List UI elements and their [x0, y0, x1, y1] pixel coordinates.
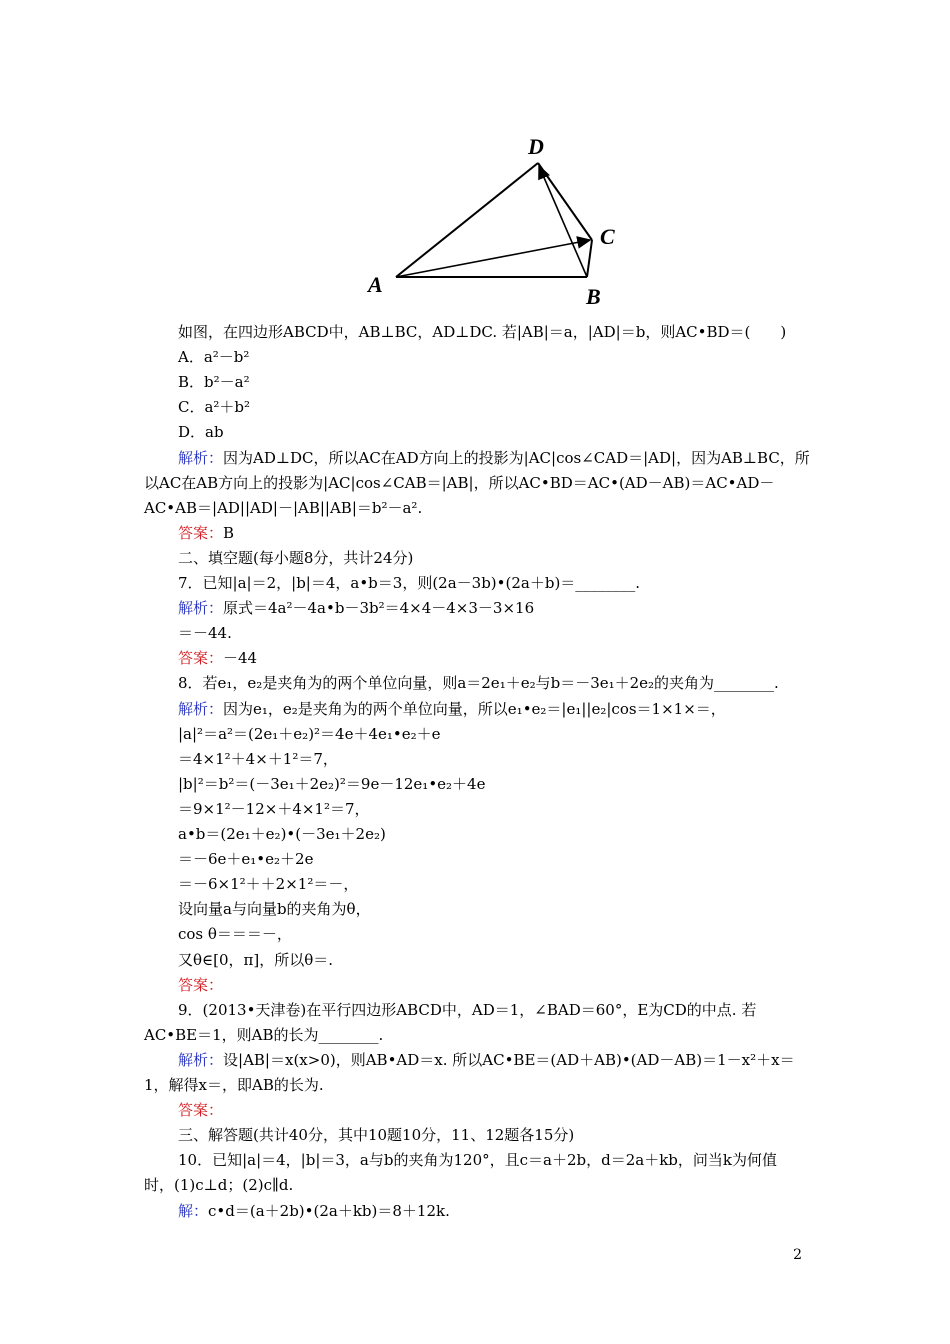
- text-line: [178, 347, 249, 367]
- line-text: D．ab: [178, 423, 224, 441]
- text-line: [178, 648, 257, 668]
- line-text: 8．若e₁，e₂是夹角为的两个单位向量，则a＝2e₁＋e₂与b＝－3e₁＋2e₂的夹角为________.: [178, 674, 779, 692]
- label-a: A: [368, 272, 383, 297]
- analysis-label: 解：: [178, 1202, 209, 1220]
- line-text: c•d＝(a＋2b)•(2a＋kb)＝8＋12k.: [208, 1202, 450, 1220]
- text-line: [178, 322, 786, 342]
- quadrilateral-figure: [360, 128, 640, 313]
- text-line: [144, 473, 774, 493]
- text-line: [178, 372, 250, 392]
- label-d: D: [528, 134, 544, 159]
- line-text: |a|²＝a²＝(2e₁＋e₂)²＝4e＋4e₁•e₂＋e: [178, 725, 441, 743]
- answer-label: 答案：: [178, 524, 224, 542]
- line-text: 10．已知|a|＝4，|b|＝3，a与b的夹角为120°，且c＝a＋2b，d＝2a＋kb，问当k为何值: [178, 1151, 777, 1169]
- text-line: [178, 448, 810, 468]
- analysis-label: 解析：: [178, 700, 224, 718]
- line-text: 二、填空题(每小题8分，共计24分): [178, 549, 414, 567]
- line-text: 因为AD⊥DC，所以AC在AD方向上的投影为|AC|cos∠CAD＝|AD|，因为AB⊥BC，所: [223, 449, 810, 467]
- line-text: ＝4×1²＋4×＋1²＝7，: [178, 750, 338, 768]
- line-text: 又θ∈[0，π]，所以θ＝.: [178, 951, 334, 969]
- text-line: [144, 1075, 324, 1095]
- line-text: 原式＝4a²－4a•b－3b²＝4×4－4×3－3×16: [223, 599, 535, 617]
- text-line: [178, 924, 292, 944]
- text-line: [178, 623, 232, 643]
- text-line: [178, 523, 234, 543]
- text-line: [178, 774, 485, 794]
- page-number: 2: [793, 1247, 802, 1263]
- text-line: [178, 799, 370, 819]
- text-line: [178, 874, 358, 894]
- text-line: [178, 824, 386, 844]
- line-text: cos θ＝＝＝－，: [178, 925, 292, 943]
- line-text: C．a²＋b²: [178, 398, 251, 416]
- text-line: [144, 498, 422, 518]
- line-text: 时，(1)c⊥d；(2)c∥d.: [144, 1176, 294, 1194]
- text-line: [178, 1150, 777, 1170]
- line-text: ＝－44.: [178, 624, 232, 642]
- line-text: 7．已知|a|＝2，|b|＝4，a•b＝3，则(2a－3b)•(2a＋b)＝________.: [178, 574, 641, 592]
- text-line: [178, 899, 371, 919]
- analysis-label: 解析：: [178, 449, 224, 467]
- text-line: [178, 699, 726, 719]
- analysis-label: 解析：: [178, 599, 224, 617]
- line-text: ＝9×1²－12×＋4×1²＝7，: [178, 800, 370, 818]
- line-text: 以AC在AB方向上的投影为|AC|cos∠CAB＝|AB|，所以AC•BD＝AC•(AD－AB)＝AC•AD－: [144, 474, 775, 492]
- text-line: [178, 1100, 223, 1120]
- text-line: [178, 397, 250, 417]
- text-line: [178, 598, 534, 618]
- analysis-label: 解析：: [178, 1051, 224, 1069]
- text-line: [144, 1025, 383, 1045]
- line-text: 9．(2013•天津卷)在平行四边形ABCD中，AD＝1，∠BAD＝60°，E为CD的中点. 若: [178, 1001, 757, 1019]
- text-line: [178, 1000, 756, 1020]
- text-line: [178, 422, 224, 442]
- line-text: 如图，在四边形ABCD中，AB⊥BC，AD⊥DC. 若|AB|＝a，|AD|＝b，则AC•BD＝( ): [178, 323, 787, 341]
- text-line: [178, 950, 333, 970]
- line-text: B．b²－a²: [178, 373, 250, 391]
- line-text: a•b＝(2e₁＋e₂)•(－3e₁＋2e₂): [178, 825, 386, 843]
- line-text: B: [223, 524, 235, 542]
- answer-label: 答案：: [178, 649, 224, 667]
- answer-label: 答案：: [178, 976, 224, 994]
- text-line: [178, 573, 640, 593]
- text-line: [178, 1201, 450, 1221]
- line-text: |b|²＝b²＝(－3e₁＋2e₂)²＝9e－12e₁•e₂＋4e: [178, 775, 486, 793]
- label-c: C: [600, 224, 615, 249]
- line-text: ＝－6×1²＋＋2×1²＝－，: [178, 875, 359, 893]
- text-line: [144, 1175, 293, 1195]
- line-text: 三、解答题(共计40分，其中10题10分，11、12题各15分): [178, 1126, 575, 1144]
- line-text: 因为e₁，e₂是夹角为的两个单位向量，所以e₁•e₂＝|e₁||e₂|cos＝1×1×＝，: [223, 700, 726, 718]
- line-text: 1，解得x＝，即AB的长为.: [144, 1076, 324, 1094]
- text-line: [178, 548, 413, 568]
- line-text: ＝－6e＋e₁•e₂＋2e: [178, 850, 314, 868]
- line-text: －44: [223, 649, 258, 667]
- label-b: B: [586, 284, 601, 309]
- answer-label: 答案：: [178, 1101, 224, 1119]
- text-line: [178, 1125, 574, 1145]
- text-line: [178, 673, 779, 693]
- line-text: AC•AB＝|AD||AD|－|AB||AB|＝b²－a².: [144, 499, 423, 517]
- line-text: 设向量a与向量b的夹角为θ，: [178, 900, 371, 918]
- text-line: [178, 749, 338, 769]
- text-line: [178, 724, 441, 744]
- text-line: [178, 1050, 795, 1070]
- line-text: AC•BE＝1，则AB的长为________.: [144, 1026, 384, 1044]
- line-text: 设|AB|＝x(x>0)，则AB•AD＝x. 所以AC•BE＝(AD＋AB)•(AD－AB)＝1－x²＋x＝: [223, 1051, 795, 1069]
- text-line: [178, 849, 313, 869]
- line-text: A．a²－b²: [178, 348, 250, 366]
- text-line: [178, 975, 223, 995]
